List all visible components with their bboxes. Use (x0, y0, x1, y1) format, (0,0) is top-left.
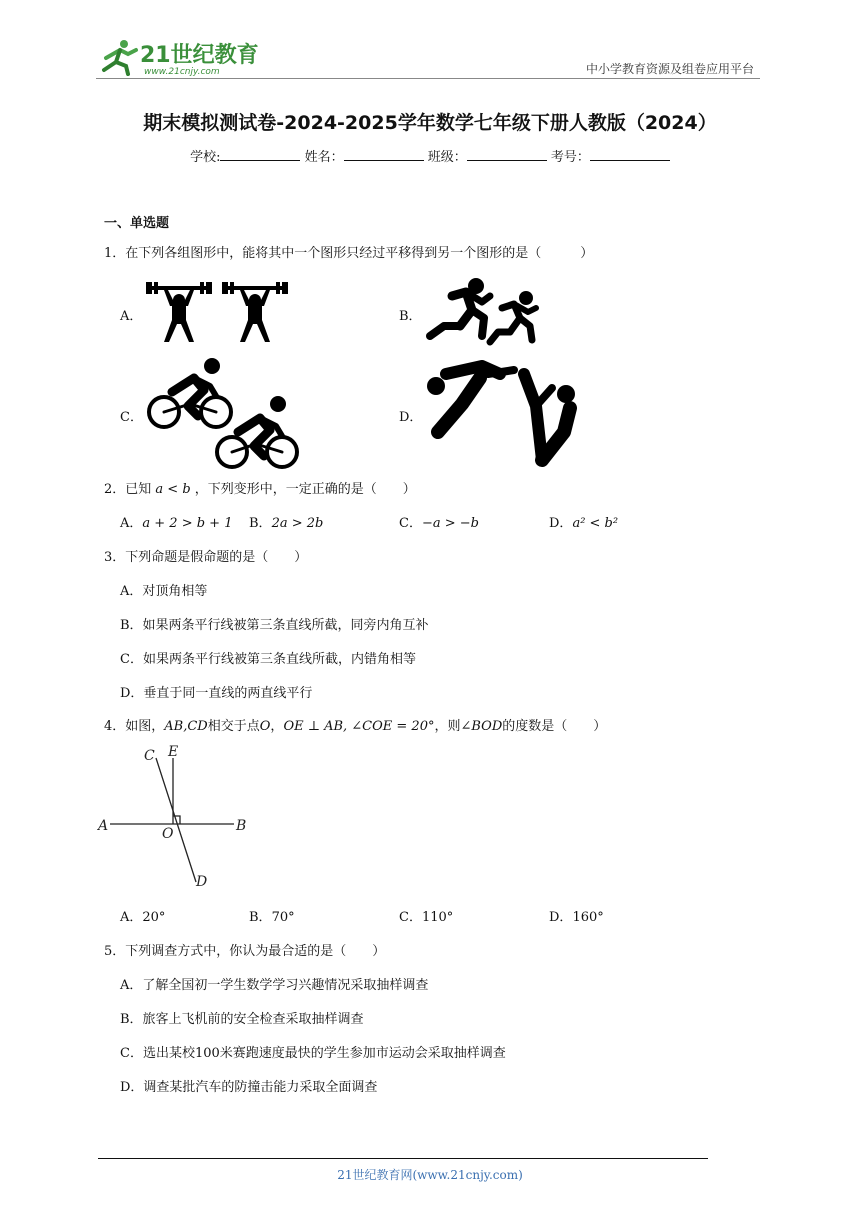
question-1-stem: 1．在下列各组图形中，能将其中一个图形只经过平移得到另一个图形的是（ ） (104, 246, 594, 261)
q2-option-b-text: 2a > 2b (271, 516, 324, 531)
label-a: A (98, 818, 109, 834)
q4-option-b[interactable] (249, 906, 295, 925)
q4-option-c[interactable] (399, 906, 453, 925)
logo-url: www.21cnjy.com (144, 67, 220, 77)
q4-stem-math1: AB,CD (164, 719, 208, 734)
school-label: 学校: (190, 150, 221, 165)
logo-text: 21世纪教育 (140, 43, 259, 68)
q4-option-a[interactable] (120, 906, 165, 925)
q2-option-a-label: A． (120, 516, 143, 531)
q4-option-c-label: C． (399, 910, 422, 925)
question-2-stem (104, 478, 416, 497)
q5-option-a[interactable]: A．了解全国初一学生数学学习兴趣情况采取抽样调查 (120, 978, 429, 993)
q5-option-b[interactable]: B．旅客上飞机前的安全检查采取抽样调查 (120, 1012, 364, 1027)
q4-geometry-figure (96, 744, 256, 896)
class-blank[interactable] (467, 148, 547, 161)
q4-stem-mid1: 相交于点 (207, 719, 260, 734)
q4-stem-mid3: ，则 (434, 719, 461, 734)
q4-stem-math2: O (259, 719, 271, 734)
q4-option-d-label: D． (549, 910, 573, 925)
weightlifters-icon (144, 280, 294, 346)
q2-stem-math: a < b (155, 482, 191, 497)
q5-option-d[interactable]: D．调查某批汽车的防撞击能力采取全面调查 (120, 1080, 378, 1095)
q4-stem-post: 的度数是（ ） (502, 719, 607, 734)
jumpers-icon (424, 360, 580, 468)
label-o: O (162, 826, 174, 842)
q2-option-d-text: a² < b² (572, 516, 619, 531)
page-title: 期末模拟测试卷-2024-2025学年数学七年级下册人教版（2024） (143, 112, 717, 134)
q3-option-a[interactable]: A．对顶角相等 (120, 584, 208, 599)
q1-option-c-label[interactable]: C． (120, 410, 143, 425)
q3-option-c[interactable]: C．如果两条平行线被第三条直线所截，内错角相等 (120, 652, 416, 667)
q2-option-a-text: a + 2 > b + 1 (142, 516, 233, 531)
label-b: B (236, 818, 247, 834)
q3-option-b[interactable]: B．如果两条平行线被第三条直线所截，同旁内角互补 (120, 618, 429, 633)
q1-option-a-label[interactable]: A． (120, 309, 143, 324)
q1-option-b-label[interactable]: B． (399, 309, 422, 324)
name-blank[interactable] (344, 148, 424, 161)
q2-option-c-label: C． (399, 516, 422, 531)
label-c: C (144, 748, 155, 764)
site-logo (96, 36, 266, 78)
header-divider (96, 78, 760, 79)
q4-stem-math3: OE ⊥ AB, ∠COE = 20° (283, 719, 435, 734)
q2-option-d-label: D． (549, 516, 573, 531)
question-4-stem (104, 715, 606, 734)
q4-stem-mid2: ， (270, 719, 284, 734)
question-3-stem: 3．下列命题是假命题的是（ ） (104, 550, 308, 565)
number-blank[interactable] (590, 148, 670, 161)
q3-option-d[interactable]: D．垂直于同一直线的两直线平行 (120, 686, 313, 701)
q4-option-a-text: 20° (142, 910, 166, 925)
q4-option-d-text: 160° (572, 910, 604, 925)
q2-stem-pre: 2．已知 (104, 482, 152, 497)
q2-option-b-label: B． (249, 516, 272, 531)
label-e: E (168, 744, 179, 760)
cyclists-icon (146, 356, 302, 470)
footer-divider (98, 1158, 708, 1159)
q2-option-b[interactable] (249, 512, 323, 531)
class-label: 班级： (427, 150, 467, 165)
q4-stem-math4: ∠BOD (460, 719, 503, 734)
line-cd (156, 758, 196, 882)
question-5-stem: 5．下列调查方式中，你认为最合适的是（ ） (104, 944, 386, 959)
student-info-row (0, 146, 860, 165)
q4-option-b-text: 70° (271, 910, 295, 925)
header-platform-text: 中小学教育资源及组卷应用平台 (585, 62, 754, 76)
q4-option-d[interactable] (549, 906, 604, 925)
q2-option-d[interactable] (549, 512, 618, 531)
q4-option-b-label: B． (249, 910, 272, 925)
footer-site-link[interactable]: 21世纪教育网(www.21cnjy.com) (337, 1168, 523, 1182)
q4-stem-pre: 4．如图， (104, 719, 165, 734)
q2-stem-post: ，下列变形中，一定正确的是（ ） (194, 482, 416, 497)
name-label: 姓名： (304, 150, 344, 165)
section-heading: 一、单选题 (104, 216, 170, 231)
q2-option-a[interactable] (120, 512, 232, 531)
q4-option-a-label: A． (120, 910, 143, 925)
q5-option-c[interactable]: C．选出某校100米赛跑速度最快的学生参加市运动会采取抽样调查 (120, 1046, 506, 1061)
q2-option-c-text: −a > −b (421, 516, 479, 531)
q1-option-d-label[interactable]: D． (399, 410, 423, 425)
q2-option-c[interactable] (399, 512, 479, 531)
label-d: D (196, 874, 208, 890)
number-label: 考号： (550, 150, 590, 165)
school-blank[interactable] (220, 148, 300, 161)
q4-option-c-text: 110° (421, 910, 454, 925)
runners-icon (422, 276, 546, 348)
